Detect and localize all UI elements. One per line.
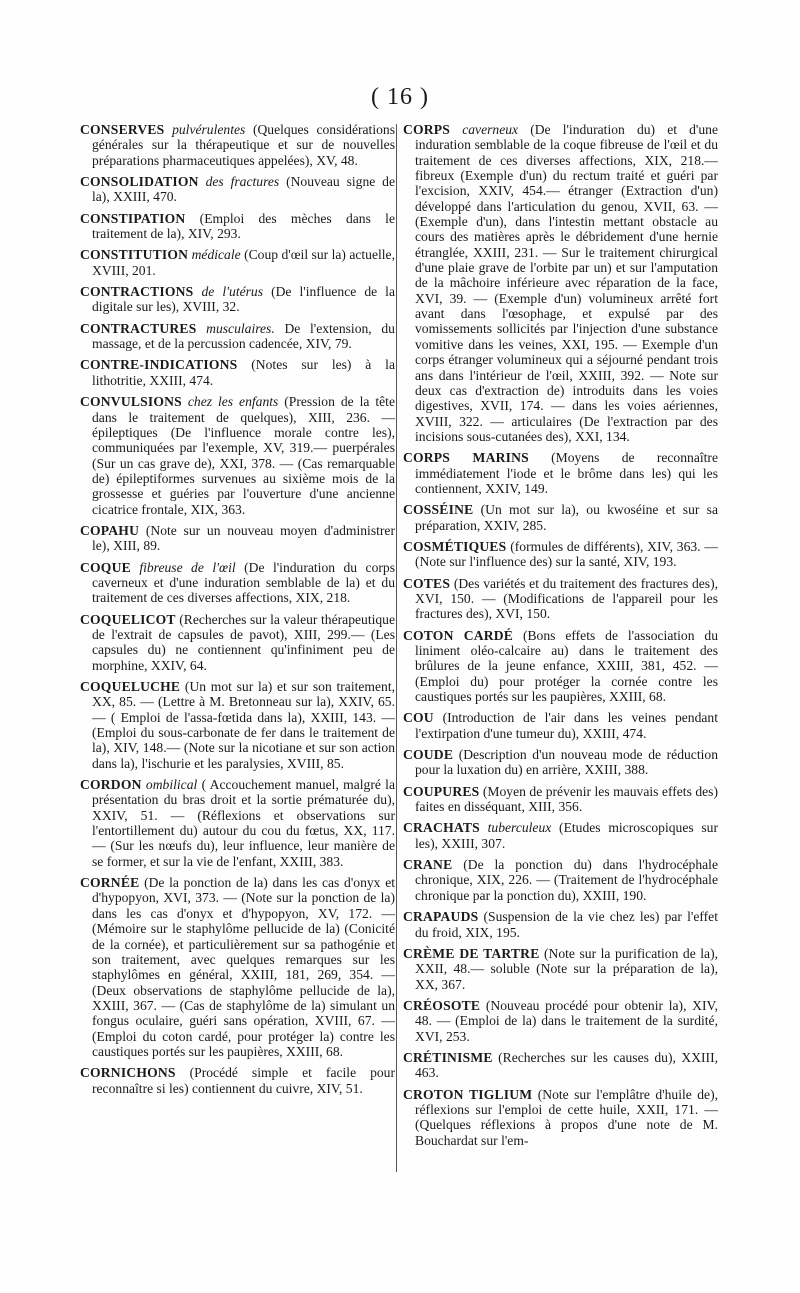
entry-heading: CORNÉE	[80, 875, 140, 891]
entry-heading: CONTRACTIONS	[80, 284, 194, 300]
entry-heading: COSSÉINE	[403, 502, 474, 518]
entry-text: (Etudes microscopiques sur les), XXIII, 307.	[415, 820, 718, 851]
index-entry	[403, 1050, 718, 1081]
entry-heading: COQUELICOT	[80, 611, 176, 627]
entry-heading: CRÉTINISME	[403, 1049, 493, 1065]
entry-heading: COPAHU	[80, 522, 140, 538]
entry-text: (Des variétés et du traitement des fractures des), XVI, 150. — (Modifications de l'appareil pour les fractures des), XVI, 150.	[415, 575, 718, 622]
index-entry	[403, 628, 718, 705]
index-entry	[80, 122, 395, 168]
entry-text: (formules de différents), XIV, 363. — (Note sur l'influence des) sur la santé, XIV, 193.	[415, 538, 718, 570]
entry-text: (Procédé simple et facile pour reconnaître si les) contiennent du cuivre, XIV, 51.	[92, 1065, 395, 1096]
entry-heading: CROTON TIGLIUM	[403, 1086, 533, 1102]
index-entry	[403, 946, 718, 992]
entry-text: (De l'influence de la digitale sur les), XVIII, 32.	[92, 284, 395, 315]
left-column	[80, 122, 395, 1102]
entry-text: (Description d'un nouveau mode de réduction pour la luxation du) en arrière, XXIII, 388.	[415, 747, 718, 778]
page-number: ( 16 )	[371, 84, 429, 110]
entry-text: (Un mot sur la), ou kwoséine et sur sa préparation, XXIV, 285.	[415, 502, 718, 533]
entry-heading: CONVULSIONS	[80, 394, 182, 410]
index-entry	[80, 284, 395, 315]
entry-heading: CONSOLIDATION	[80, 174, 199, 190]
entry-text: De l'extension, du massage, et de la percussion cadencée, XIV, 79.	[92, 320, 395, 352]
entry-heading: CRACHATS	[403, 820, 480, 836]
entry-text: (Note sur la purification de la), XXII, 48.— soluble (Note sur la préparation de la), XX, 367.	[415, 945, 719, 992]
entry-heading: COU	[403, 710, 434, 726]
entry-heading: CORPS	[403, 122, 451, 137]
entry-heading: CONTRACTURES	[80, 320, 197, 336]
index-entry	[403, 1087, 718, 1148]
entry-heading: CORDON	[80, 777, 142, 793]
entry-heading: COUDE	[403, 747, 454, 763]
entry-text: (Nouveau procédé pour obtenir la), XIV, 48. — (Emploi de la) dans le traitement de la surdité, XVI, 253.	[415, 997, 718, 1044]
entry-qualifier: chez les enfants	[187, 394, 279, 410]
entry-text: (De l'induration du corps caverneux et d'une induration semblable de la) et du traitement de ces diverses affections, XIX, 218.	[92, 559, 395, 606]
index-entry	[403, 784, 718, 815]
entry-text: (Note sur un nouveau moyen d'administrer le), XIII, 89.	[92, 522, 395, 554]
entry-heading: COUPURES	[403, 783, 480, 799]
index-entry	[80, 1065, 395, 1096]
entry-heading: COQUELUCHE	[80, 679, 181, 694]
entry-qualifier: de l'utérus	[201, 284, 264, 300]
entry-heading: COTES	[403, 575, 451, 591]
entry-text: (Nouveau signe de la), XXIII, 470.	[92, 174, 395, 205]
column-divider	[396, 124, 397, 1172]
index-entry	[80, 247, 395, 278]
entry-text: (Note sur l'emplâtre d'huile de), réflexions sur l'emploi de cette huile, XXII, 171. — (Quelques réflexions à propos d'une note de M. Bouchardat sur l'em-	[415, 1086, 718, 1148]
entry-text: ( Accouchement manuel, malgré la présentation du bras droit et la sortie prématurée du), XXIV, 51. — (Réflexions et observations sur l'entortillement du) autour du cou du fœtus, XX, 117. — (Sur les nœufs du), leur influence, leur manière de se former, et sur la vie de l'enfant, XXIII, 383.	[92, 777, 395, 869]
index-entry	[80, 679, 395, 771]
index-entry	[403, 857, 718, 903]
index-entry	[403, 820, 718, 851]
index-entry	[403, 450, 718, 496]
index-entry	[80, 875, 395, 1059]
entry-text: (Un mot sur la) et sur son traitement, XX, 85. — (Lettre à M. Bretonneau sur la), XXIV, 65. — ( Emploi de l'assa-fœtida dans la), XXIII, 143. — (Emploi du sous-carbonate de fer dans le traitement de la), XIV, 148.— (Note sur la nicotiane et sur son action dans la), l'ischurie et les paralysies, XVIII, 85.	[92, 679, 395, 771]
entry-heading: CONTRE-INDICATIONS	[80, 357, 238, 373]
index-entry	[403, 710, 718, 741]
index-entry	[403, 576, 718, 622]
entry-qualifier: tuberculeux	[487, 820, 552, 836]
index-entry	[80, 560, 395, 606]
index-entry	[80, 612, 395, 673]
entry-heading: CRAPAUDS	[403, 909, 479, 925]
entry-heading: CORNICHONS	[80, 1065, 176, 1081]
index-entry	[80, 777, 395, 869]
entry-heading: CONSTIPATION	[80, 210, 186, 226]
index-entry	[403, 122, 718, 444]
entry-qualifier: ombilical	[145, 777, 198, 793]
entry-heading: COTON CARDÉ	[403, 627, 514, 643]
entry-heading: COQUE	[80, 559, 131, 575]
index-entry	[403, 747, 718, 778]
index-entry	[80, 394, 395, 517]
index-entry	[403, 539, 718, 570]
entry-qualifier: musculaires.	[206, 320, 275, 336]
entry-text: (Coup d'œil sur la) actuelle, XVIII, 201.	[92, 247, 395, 278]
entry-text: (Moyen de prévenir les mauvais effets des) faites en disséquant, XIII, 356.	[415, 783, 718, 815]
entry-text: (Recherches sur la valeur thérapeutique de l'extrait de capsules de pavot), XIII, 299.— (Les capsules du) ne contiennent qu'infiniment peu de morphine, XXIV, 64.	[92, 611, 395, 673]
entry-text: (De la ponction du) dans l'hydrocéphale chronique, XIX, 226. — (Traitement de l'hydrocéphale chronique par la ponction du), XXIII, 190.	[415, 857, 718, 903]
entry-text: (De l'induration du) et d'une induration semblable de la coque fibreuse de l'œil et du traitement de ces diverses affections, XIX, 218.— fibreux (Exemple d'un) du rectum traité et guéri par l'excision, XXIV, 454.— étranger (Extraction d'un) développé dans l'articulation du genou, XVII, 63. — (Exemple d'un), dans l'intestin mettant obstacle au cours des matières après le débridement d'une hernie étranglée, XXIII, 231. — Sur le traitement chirurgical d'une plaie grave de l'orbite par un) et sur l'amputation de la mâchoire inférieure avec réparation de la face, XVI, 39. — (Exemple d'un) volumineux arrêté fort avant dans l'œsophage, et expulsé par des vomissements sollicités par l'injection d'une substance vomitive dans les veines, XXI, 195. — Exemple d'un corps étranger volumineux qui a séjourné pendant trois ans dans l'intérieur de l'œil, XXIII, 392. — Note sur deux cas d'extraction de) introduits dans les voies digestives, XVII, 174. — dans les voies aériennes, XVIII, 322. — articulaires (De l'extraction par des incisions sous-cutanées des), XXI, 134.	[415, 122, 718, 444]
entry-text: (Bons effets de l'association du liniment oléo-calcaire au) dans le traitement des brûlures de la jeune enfance, XXIII, 381, 452. — (Emploi du) pour protéger la cornée contre les caustiques portés sur les paupières, XXIII, 68.	[415, 627, 718, 705]
entry-qualifier: fibreuse de l'œil	[139, 559, 236, 575]
entry-heading: CORPS MARINS	[403, 450, 529, 466]
entry-text: (De la ponction de la) dans les cas d'onyx et d'hypopyon, XVI, 373. — (Note sur la ponction de la) dans les cas d'onyx et d'hypopyon, XV, 172. — (Mémoire sur le staphylôme pellucide de la) (Conicité de la cornée), et particulièrement sur sa pathogénie et son traitement, avec quelques remarques sur les staphylômes en général, XXIII, 181, 269, 354. — (Deux observations de staphylôme pellucide de la), XXIII, 367. — (Cas de staphylôme de la) simulant un fongus oculaire, guéri sans opération, XVIII, 67. — (Emploi du coton cardé, pour protéger la) contre les caustiques portés sur les paupières, XXIII, 68.	[92, 875, 395, 1059]
entry-qualifier: caverneux	[462, 122, 519, 137]
entry-heading: CRÈME DE TARTRE	[403, 945, 540, 961]
entry-text: (Suspension de la vie chez les) par l'effet du froid, XIX, 195.	[415, 909, 718, 940]
entry-text: (Emploi des mèches dans le traitement de la), XIV, 293.	[92, 210, 395, 242]
entry-heading: CONSTITUTION	[80, 247, 189, 263]
entry-text: (Introduction de l'air dans les veines pendant l'extirpation d'une tumeur du), XXIII, 474.	[415, 710, 718, 741]
entry-text: (Moyens de reconnaître immédiatement l'iode et le brôme dans les) qui les contiennent, XXIV, 149.	[415, 450, 718, 496]
entry-heading: CRÉOSOTE	[403, 997, 481, 1013]
index-entry	[80, 523, 395, 554]
entry-text: (Pression de la tête dans le traitement de quelques), XIII, 236. — épileptiques (De l'influence morale contre les), communiquées par l'exemple, XV, 319.— puerpérales (Sur un cas grave de), XXI, 378. — (Cas remarquable de) épileptiformes survenues au sixième mois de la grossesse et guéries par l'ouverture d'une ancienne cicatrice frontale, XIX, 363.	[92, 394, 395, 517]
index-entry	[80, 321, 395, 352]
right-column	[403, 122, 718, 1154]
entry-qualifier: des fractures	[205, 174, 280, 190]
entry-heading: CRANE	[403, 857, 453, 873]
entry-text: (Recherches sur les causes du), XXIII, 463.	[415, 1049, 718, 1081]
index-entry	[80, 357, 395, 388]
index-entry	[403, 502, 718, 533]
entry-heading: CONSERVES	[80, 122, 165, 137]
index-entry	[80, 174, 395, 205]
entry-text: (Quelques considérations générales sur la thérapeutique et sur de nouvelles préparations pharmaceutiques appelées), XV, 48.	[92, 122, 395, 168]
index-entry	[80, 211, 395, 242]
index-entry	[403, 998, 718, 1044]
entry-qualifier: pulvérulentes	[172, 122, 246, 137]
index-entry	[403, 909, 718, 940]
entry-text: (Notes sur les) à la lithotritie, XXIII, 474.	[92, 357, 395, 388]
entry-heading: COSMÉTIQUES	[403, 538, 507, 554]
entry-qualifier: médicale	[191, 247, 241, 263]
